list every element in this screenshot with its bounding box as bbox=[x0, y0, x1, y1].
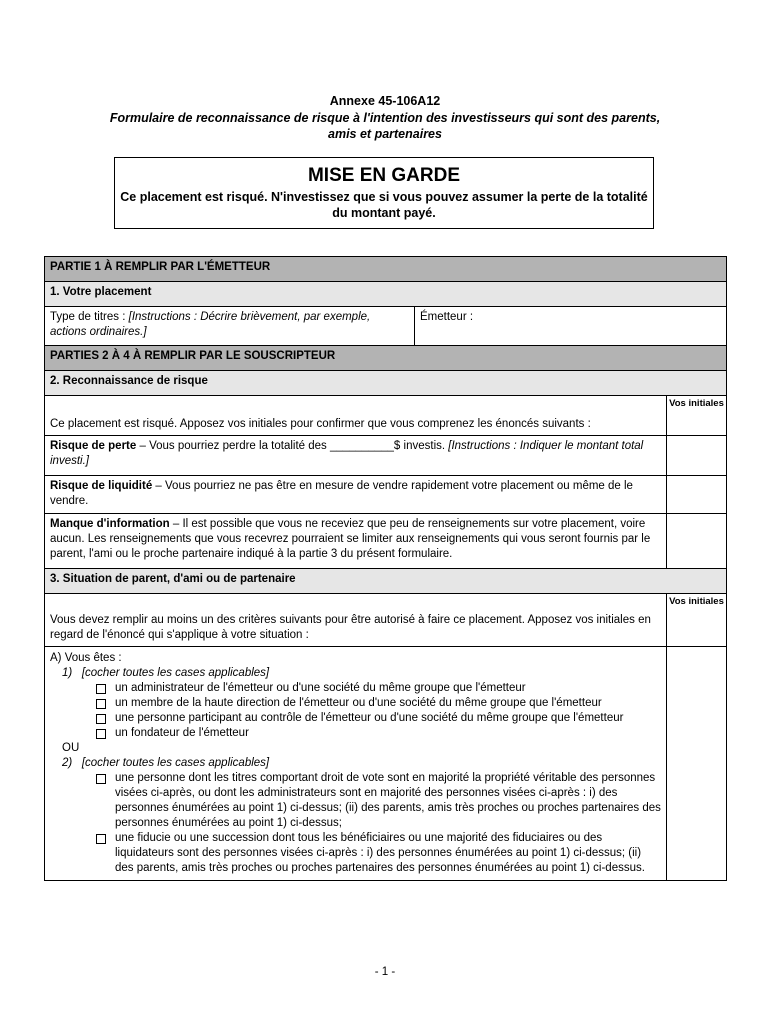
form-table bbox=[44, 256, 727, 881]
checkbox-control-person[interactable] bbox=[96, 714, 106, 724]
or-separator: OU bbox=[62, 742, 80, 754]
checkbox-founder[interactable] bbox=[96, 729, 106, 739]
option2-item: une personne dont les titres comportant droit de vote sont en majorité la propriété véritable des personnes visées ci-après, ou dont les administrateurs sont en majorité des personnes visées ci-après : i) des personnes énumérées au point 1) ci-dessus; (ii) des parents, amis très proches ou proches partenaires des personnes énumérées au point 1) ci-dessus; bbox=[115, 772, 661, 829]
part1-header: PARTIE 1 À REMPLIR PAR L'ÉMETTEUR bbox=[45, 257, 727, 282]
warning-text: Ce placement est risqué. N'investissez que si vous pouvez assumer la perte de la totalité du montant payé. bbox=[120, 190, 648, 220]
liquidity-title: Risque de liquidité bbox=[50, 480, 153, 492]
warning-title: MISE EN GARDE bbox=[307, 165, 461, 186]
info-text: – Il est possible que vous ne receviez que peu de renseignements sur votre placement, voire aucun. Les renseignements que vous recevrez pourraient se limiter aux renseignements qui vous seront fournis par le parent, l'ami ou le proche partenaire indiqué à la partie 3 du présent formulaire. bbox=[50, 518, 651, 560]
criteria-a-label: A) Vous êtes : bbox=[50, 652, 122, 664]
initials-liquidity[interactable] bbox=[667, 476, 727, 514]
security-type-field[interactable] bbox=[45, 307, 415, 346]
option1-item: un administrateur de l'émetteur ou d'une société du même groupe que l'émetteur bbox=[115, 682, 526, 694]
criteria-list bbox=[45, 647, 667, 881]
checkbox-executive[interactable] bbox=[96, 699, 106, 709]
annex-title: Annexe 45-106A12 bbox=[329, 94, 441, 108]
risk-loss-instructions: [Instructions : Indiquer le montant total investi.] bbox=[50, 440, 644, 467]
liquidity-statement bbox=[45, 476, 667, 514]
option1-item: un fondateur de l'émetteur bbox=[115, 727, 249, 739]
option2-item: une fiducie ou une succession dont tous les bénéficiaires ou une majorité des fiduciaires ou des liquidateurs sont des personnes visées ci-après : i) des personnes énumérées au point 1) ci-dessus; (ii) des parents, amis très proches ou proches partenaires des personnes énumérées au point 1) ci-dessus. bbox=[115, 832, 645, 874]
warning-box bbox=[114, 157, 654, 229]
option1-instructions: [cocher toutes les cases applicables] bbox=[81, 667, 270, 679]
parts2-4-header: PARTIES 2 À 4 À REMPLIR PAR LE SOUSCRIPTEUR bbox=[45, 346, 727, 371]
form-subtitle: Formulaire de reconnaissance de risque à l'intention des investisseurs qui sont des parents, amis et partenaires bbox=[109, 111, 661, 141]
option1-item: une personne participant au contrôle de l'émetteur ou d'une société du même groupe que l'émetteur bbox=[115, 712, 624, 724]
initials-header: Vos initiales bbox=[667, 396, 727, 436]
initials-risk-loss[interactable] bbox=[667, 436, 727, 476]
section1-header: 1. Votre placement bbox=[45, 282, 727, 307]
checkbox-director[interactable] bbox=[96, 684, 106, 694]
checkbox-trust-estate[interactable] bbox=[96, 834, 106, 844]
risk-loss-title: Risque de perte bbox=[50, 440, 137, 452]
security-type-label: Type de titres : bbox=[50, 311, 129, 323]
option1-item: un membre de la haute direction de l'émetteur ou d'une société du même groupe que l'émetteur bbox=[115, 697, 602, 709]
security-type-instructions: [Instructions : Décrire brièvement, par exemple, actions ordinaires.] bbox=[50, 311, 371, 338]
risk-loss-text: – Vous pourriez perdre la totalité des __________$ investis. bbox=[136, 440, 449, 452]
page-number: - 1 - bbox=[374, 966, 396, 978]
option1-number: 1) bbox=[62, 667, 73, 679]
initials-info[interactable] bbox=[667, 514, 727, 569]
situation-intro: Vous devez remplir au moins un des critères suivants pour être autorisé à faire ce placement. Apposez vos initiales en regard de l'énoncé qui s'applique à votre situation : bbox=[45, 594, 667, 647]
option2-instructions: [cocher toutes les cases applicables] bbox=[81, 757, 270, 769]
initials-header-3: Vos initiales bbox=[667, 594, 727, 647]
info-title: Manque d'information bbox=[50, 518, 170, 530]
issuer-field[interactable] bbox=[415, 307, 727, 346]
info-statement bbox=[45, 514, 667, 569]
liquidity-text: – Vous pourriez ne pas être en mesure de vendre rapidement votre placement ou même de le vendre. bbox=[50, 480, 633, 507]
initials-situation[interactable] bbox=[667, 647, 727, 881]
section3-header: 3. Situation de parent, d'ami ou de partenaire bbox=[45, 569, 727, 594]
option2-number: 2) bbox=[62, 757, 73, 769]
checkbox-majority-owned[interactable] bbox=[96, 774, 106, 784]
risk-loss-statement bbox=[45, 436, 667, 476]
issuer-label: Émetteur : bbox=[420, 311, 474, 323]
risk-intro: Ce placement est risqué. Apposez vos initiales pour confirmer que vous comprenez les énoncés suivants : bbox=[45, 396, 667, 436]
section2-header: 2. Reconnaissance de risque bbox=[45, 371, 727, 396]
